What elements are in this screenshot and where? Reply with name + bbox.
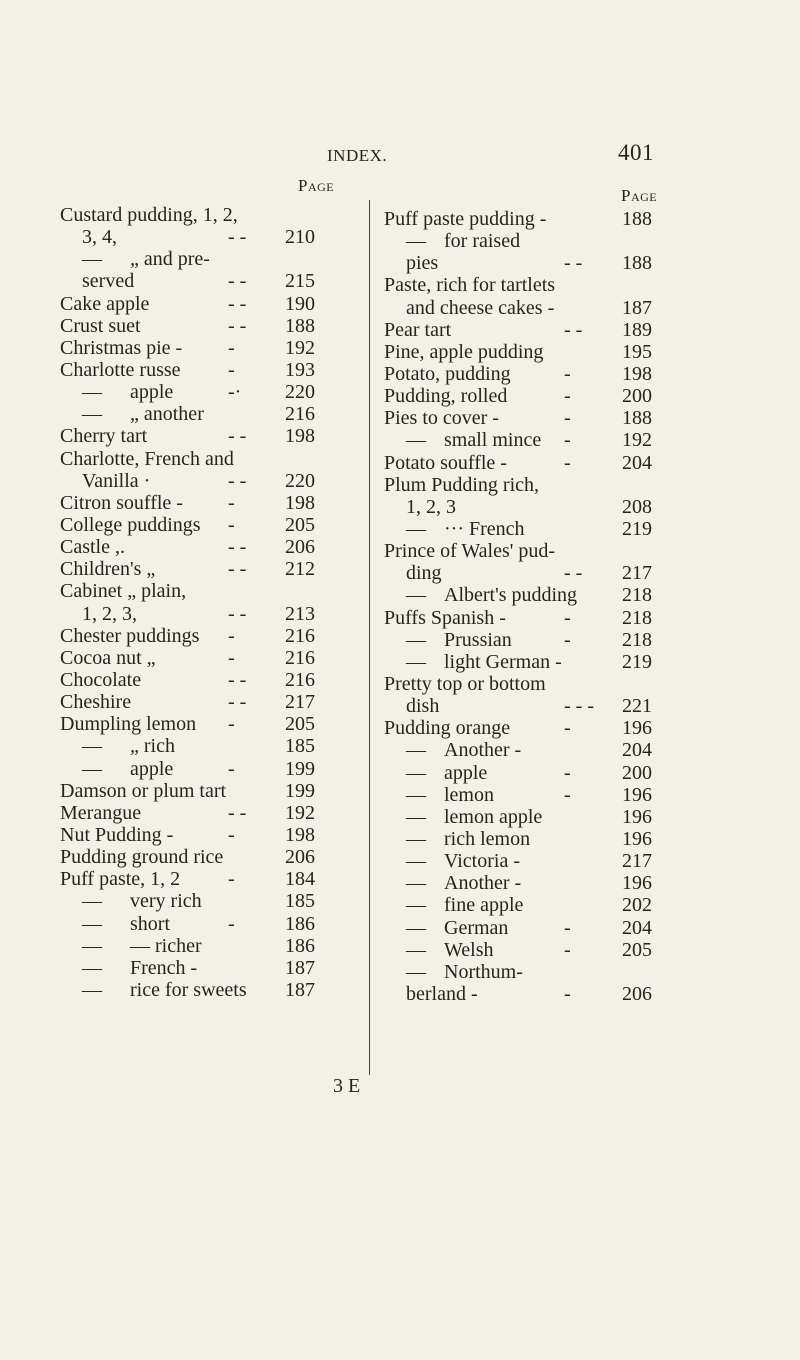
page-ref: 198 bbox=[285, 425, 315, 448]
right-column-heading: Page bbox=[621, 186, 658, 205]
ditto-dash: — bbox=[406, 739, 426, 762]
page-ref: 221 bbox=[622, 695, 652, 718]
entry-text: Cake apple bbox=[60, 292, 150, 315]
index-entry bbox=[384, 739, 694, 761]
ditto-dash: — bbox=[406, 517, 426, 540]
entry-text: rich lemon bbox=[444, 827, 531, 850]
leader-dashes: - bbox=[228, 646, 235, 669]
entry-text: Prussian bbox=[444, 628, 512, 651]
page-ref: 200 bbox=[622, 761, 652, 784]
ditto-dash: — bbox=[406, 429, 426, 452]
entry-text: apple bbox=[130, 757, 174, 780]
ditto-dash: — bbox=[406, 628, 426, 651]
entry-text: College puddings bbox=[60, 513, 201, 536]
index-entry bbox=[60, 514, 360, 536]
index-entry bbox=[384, 872, 694, 894]
leader-dashes: - - bbox=[228, 668, 247, 691]
index-entry bbox=[60, 248, 360, 270]
entry-text: 1, 2, 3, bbox=[82, 602, 137, 625]
page-ref: 185 bbox=[285, 890, 315, 913]
index-entry bbox=[384, 894, 694, 916]
page-ref: 196 bbox=[622, 783, 652, 806]
entry-text: for raised bbox=[444, 230, 521, 253]
page-ref: 218 bbox=[622, 606, 652, 629]
index-entry bbox=[60, 403, 360, 425]
entry-text: ··· French bbox=[444, 517, 525, 540]
entry-text: Pine, apple pudding bbox=[384, 340, 544, 363]
index-entry bbox=[384, 407, 694, 429]
index-entry bbox=[60, 315, 360, 337]
ditto-dash: — bbox=[406, 230, 426, 253]
ditto-dash: — bbox=[82, 757, 102, 780]
leader-dashes: - - bbox=[228, 801, 247, 824]
index-entry bbox=[384, 385, 694, 407]
index-entry bbox=[60, 580, 360, 602]
entry-text: lemon apple bbox=[444, 805, 543, 828]
column-divider bbox=[369, 200, 370, 1075]
ditto-dash: — bbox=[406, 805, 426, 828]
index-entry bbox=[384, 297, 694, 319]
index-entry bbox=[384, 429, 694, 451]
index-entry bbox=[384, 762, 694, 784]
signature-mark: 3 E bbox=[333, 1075, 361, 1097]
page-ref: 206 bbox=[285, 536, 315, 559]
page-ref: 188 bbox=[622, 252, 652, 275]
index-entry bbox=[60, 890, 360, 912]
ditto-dash: — bbox=[406, 783, 426, 806]
index-entry bbox=[60, 558, 360, 580]
index-entry bbox=[384, 518, 694, 540]
leader-dashes: - bbox=[564, 717, 571, 740]
index-entry bbox=[384, 695, 694, 717]
entry-text: Custard pudding, 1, 2, bbox=[60, 204, 238, 226]
page-ref: 188 bbox=[285, 314, 315, 337]
entry-text: Charlotte russe bbox=[60, 358, 181, 381]
index-entry bbox=[60, 603, 360, 625]
index-entry bbox=[384, 850, 694, 872]
index-entry bbox=[384, 806, 694, 828]
entry-text: Vanilla · bbox=[82, 469, 151, 492]
page-ref: 198 bbox=[285, 491, 315, 514]
page-ref: 212 bbox=[285, 558, 315, 581]
entry-text: Albert's pudding bbox=[444, 584, 578, 607]
index-entry bbox=[60, 913, 360, 935]
entry-text: Victoria - bbox=[444, 850, 520, 873]
index-entry bbox=[60, 957, 360, 979]
index-entry bbox=[60, 625, 360, 647]
ditto-dash: — bbox=[406, 850, 426, 873]
entry-text: Prince of Wales' pud- bbox=[384, 540, 556, 563]
index-entry bbox=[384, 208, 694, 230]
index-entry bbox=[60, 979, 360, 1001]
leader-dashes: - bbox=[564, 429, 571, 452]
leader-dashes: - - - bbox=[564, 695, 594, 718]
page-ref: 192 bbox=[285, 801, 315, 824]
index-entry bbox=[60, 204, 360, 226]
entry-text: small mince bbox=[444, 429, 542, 452]
index-entry bbox=[60, 691, 360, 713]
index-entry bbox=[60, 735, 360, 757]
page-ref: 189 bbox=[622, 318, 652, 341]
page-ref: 192 bbox=[285, 336, 315, 359]
index-entry bbox=[60, 293, 360, 315]
ditto-dash: — bbox=[82, 381, 102, 404]
entry-text: Damson or plum tart bbox=[60, 779, 227, 802]
leader-dashes: - - bbox=[564, 252, 583, 275]
page-ref: 206 bbox=[622, 982, 652, 1005]
index-entry bbox=[384, 319, 694, 341]
entry-text: Citron souffle - bbox=[60, 491, 183, 514]
page-ref: 196 bbox=[622, 827, 652, 850]
index-entry bbox=[384, 717, 694, 739]
page-ref: 205 bbox=[622, 938, 652, 961]
page-ref: 204 bbox=[622, 739, 652, 762]
page-ref: 186 bbox=[285, 934, 315, 957]
index-entry bbox=[384, 252, 694, 274]
entry-text: Christmas pie - bbox=[60, 336, 183, 359]
entry-text: Crust suet bbox=[60, 314, 141, 337]
index-entry bbox=[60, 713, 360, 735]
page-ref: 193 bbox=[285, 358, 315, 381]
entry-text: Pear tart bbox=[384, 318, 452, 341]
leader-dashes: - - bbox=[228, 270, 247, 293]
page-ref: 196 bbox=[622, 717, 652, 740]
entry-text: French - bbox=[130, 956, 198, 979]
index-entry bbox=[60, 270, 360, 292]
page-ref: 218 bbox=[622, 584, 652, 607]
entry-text: Puff paste pudding - bbox=[384, 208, 547, 230]
entry-text: 3, 4, bbox=[82, 226, 117, 249]
page-ref: 215 bbox=[285, 270, 315, 293]
page-ref: 190 bbox=[285, 292, 315, 315]
leader-dashes: - bbox=[564, 761, 571, 784]
page-ref: 204 bbox=[622, 451, 652, 474]
page-ref: 205 bbox=[285, 513, 315, 536]
index-entry bbox=[384, 607, 694, 629]
ditto-dash: — bbox=[82, 912, 102, 935]
entry-text: German bbox=[444, 916, 509, 939]
index-entry bbox=[60, 359, 360, 381]
page-ref: 217 bbox=[622, 850, 652, 873]
page-ref: 199 bbox=[285, 779, 315, 802]
page-ref: 210 bbox=[285, 226, 315, 249]
leader-dashes: - - bbox=[228, 691, 247, 714]
index-entry bbox=[384, 230, 694, 252]
index-entry bbox=[60, 868, 360, 890]
page-ref: 217 bbox=[622, 562, 652, 585]
leader-dashes: - - bbox=[228, 602, 247, 625]
index-entry bbox=[60, 846, 360, 868]
leader-dashes: - - bbox=[228, 536, 247, 559]
leader-dashes: - bbox=[228, 757, 235, 780]
entry-text: Castle ,. bbox=[60, 536, 125, 559]
index-entry bbox=[60, 669, 360, 691]
page-ref: 217 bbox=[285, 691, 315, 714]
ditto-dash: — bbox=[406, 584, 426, 607]
index-entry bbox=[384, 917, 694, 939]
page-ref: 185 bbox=[285, 735, 315, 758]
leader-dashes: - bbox=[564, 783, 571, 806]
page-ref: 216 bbox=[285, 624, 315, 647]
entry-text: berland - bbox=[406, 982, 478, 1005]
ditto-dash: — bbox=[406, 872, 426, 895]
entry-text: „ another bbox=[130, 403, 204, 426]
entry-text: short bbox=[130, 912, 170, 935]
entry-text: Cabinet „ plain, bbox=[60, 580, 187, 603]
left-column-heading: Page bbox=[298, 176, 335, 195]
ditto-dash: — bbox=[82, 248, 102, 271]
entry-text: apple bbox=[444, 761, 488, 784]
page-ref: 192 bbox=[622, 429, 652, 452]
leader-dashes: - bbox=[228, 912, 235, 935]
page-ref: 188 bbox=[622, 208, 652, 230]
ditto-dash: — bbox=[82, 934, 102, 957]
page-ref: 187 bbox=[285, 978, 315, 1001]
page-ref: 202 bbox=[622, 894, 652, 917]
page-ref: 198 bbox=[622, 362, 652, 385]
entry-text: Cherry tart bbox=[60, 425, 148, 448]
entry-text: 1, 2, 3 bbox=[406, 495, 456, 518]
entry-text: Chocolate bbox=[60, 668, 142, 691]
entry-text: Charlotte, French and bbox=[60, 447, 234, 470]
entry-text: Potato souffle - bbox=[384, 451, 507, 474]
index-entry bbox=[384, 363, 694, 385]
entry-text: served bbox=[82, 270, 135, 293]
index-entry bbox=[384, 651, 694, 673]
leader-dashes: - bbox=[564, 407, 571, 430]
entry-text: Puff paste, 1, 2 bbox=[60, 868, 181, 891]
page-ref: 204 bbox=[622, 916, 652, 939]
index-entry bbox=[384, 983, 694, 1005]
page-ref: 219 bbox=[622, 650, 652, 673]
page-ref: 199 bbox=[285, 757, 315, 780]
entry-text: Pudding orange bbox=[384, 717, 511, 740]
entry-text: — richer bbox=[130, 934, 202, 957]
leader-dashes: - - bbox=[564, 318, 583, 341]
index-entry bbox=[384, 584, 694, 606]
page-ref: 198 bbox=[285, 823, 315, 846]
entry-text: rice for sweets bbox=[130, 978, 247, 1001]
ditto-dash: — bbox=[406, 827, 426, 850]
entry-text: Puffs Spanish - bbox=[384, 606, 506, 629]
entry-text: ding bbox=[406, 562, 442, 585]
ditto-dash: — bbox=[82, 735, 102, 758]
index-entry bbox=[384, 496, 694, 518]
ditto-dash: — bbox=[82, 890, 102, 913]
index-entry bbox=[384, 828, 694, 850]
index-entry bbox=[60, 780, 360, 802]
leader-dashes: - - bbox=[228, 292, 247, 315]
entry-text: light German - bbox=[444, 650, 562, 673]
index-entry bbox=[384, 961, 694, 983]
entry-text: pies bbox=[406, 252, 439, 275]
page-ref: 208 bbox=[622, 495, 652, 518]
leader-dashes: - bbox=[228, 713, 235, 736]
entry-text: fine apple bbox=[444, 894, 524, 917]
index-entry bbox=[60, 536, 360, 558]
leader-dashes: - bbox=[228, 868, 235, 891]
ditto-dash: — bbox=[406, 650, 426, 673]
leader-dashes: - - bbox=[228, 425, 247, 448]
entry-text: Dumpling lemon bbox=[60, 713, 197, 736]
index-entry bbox=[384, 274, 694, 296]
entry-text: Pretty top or bottom bbox=[384, 672, 546, 695]
page-ref: 220 bbox=[285, 469, 315, 492]
entry-text: Cocoa nut „ bbox=[60, 646, 156, 669]
entry-text: Children's „ bbox=[60, 558, 156, 581]
leader-dashes: - - bbox=[564, 562, 583, 585]
entry-text: Nut Pudding - bbox=[60, 823, 174, 846]
page-ref: 205 bbox=[285, 713, 315, 736]
ditto-dash: — bbox=[82, 956, 102, 979]
page-ref: 196 bbox=[622, 805, 652, 828]
leader-dashes: - bbox=[564, 628, 571, 651]
entry-text: Merangue bbox=[60, 801, 142, 824]
right-index-column bbox=[384, 208, 694, 1005]
index-entry bbox=[384, 474, 694, 496]
entry-text: Potato, pudding bbox=[384, 362, 511, 385]
index-entry bbox=[384, 540, 694, 562]
leader-dashes: - bbox=[228, 624, 235, 647]
index-entry bbox=[60, 758, 360, 780]
page-ref: 186 bbox=[285, 912, 315, 935]
leader-dashes: - bbox=[228, 491, 235, 514]
leader-dashes: - bbox=[564, 606, 571, 629]
page-ref: 213 bbox=[285, 602, 315, 625]
page-ref: 200 bbox=[622, 385, 652, 408]
index-entry bbox=[60, 802, 360, 824]
ditto-dash: — bbox=[406, 960, 426, 983]
left-index-column bbox=[60, 204, 360, 1001]
leader-dashes: - bbox=[564, 982, 571, 1005]
ditto-dash: — bbox=[82, 403, 102, 426]
entry-text: dish bbox=[406, 695, 440, 718]
leader-dashes: - bbox=[228, 336, 235, 359]
page-ref: 187 bbox=[622, 296, 652, 319]
leader-dashes: - - bbox=[228, 314, 247, 337]
leader-dashes: - bbox=[228, 513, 235, 536]
leader-dashes: - bbox=[564, 362, 571, 385]
index-entry bbox=[60, 381, 360, 403]
leader-dashes: - bbox=[564, 451, 571, 474]
entry-text: apple bbox=[130, 381, 174, 404]
page-ref: 218 bbox=[622, 628, 652, 651]
leader-dashes: - bbox=[228, 823, 235, 846]
ditto-dash: — bbox=[406, 761, 426, 784]
page-ref: 216 bbox=[285, 646, 315, 669]
ditto-dash: — bbox=[82, 978, 102, 1001]
leader-dashes: - bbox=[228, 358, 235, 381]
index-entry bbox=[60, 824, 360, 846]
ditto-dash: — bbox=[406, 938, 426, 961]
entry-text: „ rich bbox=[130, 735, 175, 758]
entry-text: Pudding, rolled bbox=[384, 385, 508, 408]
index-entry bbox=[384, 673, 694, 695]
leader-dashes: - bbox=[564, 938, 571, 961]
page-number: 401 bbox=[618, 140, 654, 165]
entry-text: Pudding ground rice bbox=[60, 846, 224, 869]
index-entry bbox=[60, 226, 360, 248]
index-entry bbox=[384, 562, 694, 584]
entry-text: Paste, rich for tartlets bbox=[384, 274, 556, 297]
entry-text: lemon bbox=[444, 783, 494, 806]
ditto-dash: — bbox=[406, 916, 426, 939]
index-entry bbox=[60, 935, 360, 957]
leader-dashes: - bbox=[564, 916, 571, 939]
entry-text: Another - bbox=[444, 739, 522, 762]
index-entry bbox=[384, 452, 694, 474]
ditto-dash: — bbox=[406, 894, 426, 917]
index-entry bbox=[384, 629, 694, 651]
page-ref: 196 bbox=[622, 872, 652, 895]
index-entry bbox=[60, 448, 360, 470]
entry-text: Welsh bbox=[444, 938, 494, 961]
page-ref: 188 bbox=[622, 407, 652, 430]
entry-text: Plum Pudding rich, bbox=[384, 473, 540, 496]
index-entry bbox=[60, 647, 360, 669]
page-ref: 216 bbox=[285, 668, 315, 691]
page-ref: 187 bbox=[285, 956, 315, 979]
index-entry bbox=[60, 492, 360, 514]
entry-text: Pies to cover - bbox=[384, 407, 499, 430]
entry-text: Cheshire bbox=[60, 691, 132, 714]
page-ref: 195 bbox=[622, 340, 652, 363]
index-entry bbox=[384, 784, 694, 806]
index-entry bbox=[384, 939, 694, 961]
entry-text: „ and pre- bbox=[130, 248, 210, 271]
entry-text: Chester puddings bbox=[60, 624, 200, 647]
index-entry bbox=[60, 470, 360, 492]
index-entry bbox=[60, 425, 360, 447]
entry-text: very rich bbox=[130, 890, 202, 913]
leader-dashes: -· bbox=[228, 381, 242, 404]
page-ref: 184 bbox=[285, 868, 315, 891]
page-ref: 206 bbox=[285, 846, 315, 869]
page-ref: 219 bbox=[622, 517, 652, 540]
leader-dashes: - bbox=[564, 385, 571, 408]
index-entry bbox=[384, 341, 694, 363]
running-head-title: INDEX. bbox=[327, 146, 388, 165]
page-ref: 216 bbox=[285, 403, 315, 426]
leader-dashes: - - bbox=[228, 469, 247, 492]
entry-text: Northum- bbox=[444, 960, 523, 983]
entry-text: Another - bbox=[444, 872, 522, 895]
leader-dashes: - - bbox=[228, 226, 247, 249]
page-ref: 220 bbox=[285, 381, 315, 404]
entry-text: and cheese cakes - bbox=[406, 296, 555, 319]
leader-dashes: - - bbox=[228, 558, 247, 581]
index-entry bbox=[60, 337, 360, 359]
